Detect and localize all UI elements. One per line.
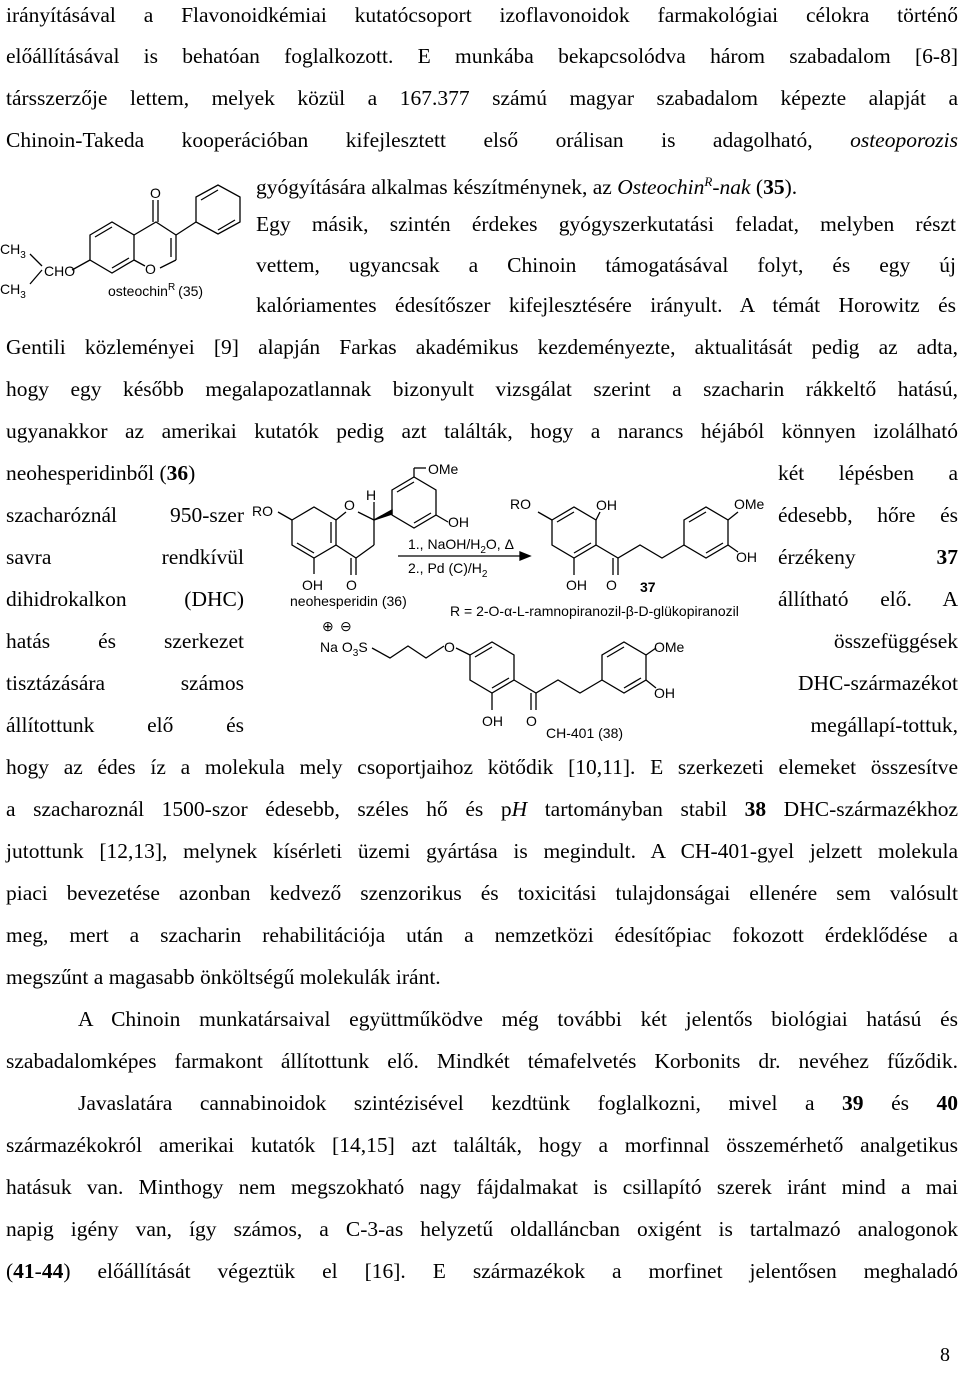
wedge-bond bbox=[374, 510, 392, 520]
atom-label: OMe bbox=[428, 461, 459, 477]
aromatic-ring bbox=[470, 642, 514, 693]
chain-bond bbox=[514, 680, 602, 693]
double-bond bbox=[201, 190, 218, 200]
text-span: ( bbox=[6, 1259, 14, 1283]
superscript: R bbox=[704, 174, 713, 189]
bond bbox=[456, 648, 470, 655]
compound-number: 39 bbox=[842, 1091, 864, 1115]
atom-label: OH bbox=[302, 577, 323, 593]
atom-label: CHO bbox=[44, 263, 76, 279]
text-line: szacharóznál 950-szer bbox=[6, 503, 244, 527]
text-span: ) előállítását végeztük el [16]. E származékok a morfinet jelentősen meghaladó bbox=[63, 1259, 958, 1283]
compound-label: neohesperidin (36) bbox=[290, 593, 407, 609]
neohesperidin-structure bbox=[252, 461, 469, 609]
italic-term: H bbox=[511, 797, 528, 821]
text-span: neohesperidinből ( bbox=[6, 461, 167, 485]
atom-label: O bbox=[145, 261, 156, 277]
text-line: Gentili közleményei [9] alapján Farkas akadémikus kezdeményezte, aktualitását pedig az adta, bbox=[6, 335, 958, 359]
text-line: állítható elő. A bbox=[778, 587, 958, 611]
ring-bond bbox=[358, 512, 374, 520]
charge-sign: ⊖ bbox=[340, 618, 352, 634]
text-line: két lépésben a bbox=[778, 461, 958, 485]
charge-sign: ⊕ bbox=[322, 618, 334, 634]
atom-label: RO bbox=[510, 496, 531, 512]
italic-term: Osteochin bbox=[617, 175, 705, 200]
text-span: a szacharoznál 1500-szor édesebb, széles hő és p bbox=[6, 797, 512, 821]
atom-label: OH bbox=[736, 549, 757, 565]
text-line: DHC-származékot bbox=[798, 671, 958, 695]
text-line: kalóriamentes édesítőszer kifejlesztésére irányult. A témát Horowitz és bbox=[256, 293, 956, 317]
chain-bond bbox=[596, 545, 684, 558]
text-line: jutottunk [12,13], melynek kísérleti üzemi gyártása is megindult. A CH-401-gyel jelzett molekula bbox=[6, 839, 958, 863]
compound-label: CH-401 (38) bbox=[546, 725, 624, 741]
aromatic-ring bbox=[552, 507, 596, 558]
atom-label: OH bbox=[566, 577, 587, 593]
text-line: édesebb, hőre és bbox=[778, 503, 958, 527]
phenyl-bond bbox=[176, 222, 196, 235]
text-line: napig igény van, így számos, a C-3-as helyzetű oldalláncban oxigént is tartalmazó analogonok bbox=[6, 1217, 958, 1241]
ring-bond bbox=[160, 260, 176, 268]
text-line: meg, mert a szacharin rehabilitációja után a nemzetközi édesítőpiac fokozott érdeklődése a bbox=[6, 923, 958, 947]
text-span: gyógyítására alkalmas készítménynek, az bbox=[256, 175, 612, 200]
text-line: szabadalomképes farmakont állítottunk elő. Mindkét témafelvetés Korbonits dr. nevéhez fűződik. bbox=[6, 1049, 958, 1073]
text-line: összefüggések bbox=[833, 629, 958, 653]
italic-term: -nak bbox=[712, 175, 751, 200]
text-line: előállításával is behatóan foglalkozott. E munkába bekapcsolódva három szabadalom [6-8] bbox=[6, 44, 958, 68]
r-definition: R = 2-O-α-L-ramnopiranozil-β-D-glükopiranozil bbox=[450, 603, 739, 619]
text-line: származékokról amerikai kutatók [14,15] azt találták, hogy a morfinnal összemérhető analgetikus bbox=[6, 1133, 958, 1157]
text-span: Chinoin-Takeda kooperációban kifejlesztett első orálisan is adagolható, bbox=[6, 128, 813, 152]
text-span: érzékeny bbox=[778, 545, 856, 569]
chain-bond bbox=[372, 646, 444, 658]
benzene-ring-a bbox=[90, 222, 134, 273]
compound-number: 40 bbox=[936, 1091, 959, 1115]
text-line: hogy egy később megalapozatlannak bizonyult vizsgálat szerint a szacharin rákkeltő hatású, bbox=[6, 377, 958, 401]
aromatic-ring bbox=[684, 507, 728, 558]
bond bbox=[436, 515, 448, 522]
text-span: ) bbox=[188, 461, 196, 485]
atom-label: O bbox=[344, 497, 355, 513]
atom-label: OH bbox=[596, 497, 617, 513]
text-span: - bbox=[34, 1259, 42, 1283]
text-span: és bbox=[891, 1091, 909, 1115]
atom-label: OMe bbox=[734, 496, 765, 512]
atom-label: O bbox=[526, 713, 537, 729]
text-line: savra rendkívül bbox=[6, 545, 244, 569]
reaction-condition: 1., NaOH/$H_2O$, Δ bbox=[408, 536, 514, 556]
atom-label: O bbox=[346, 577, 357, 593]
compound-number: 36 bbox=[166, 461, 189, 485]
ring-bond bbox=[134, 222, 176, 235]
atom-label: H bbox=[366, 487, 377, 503]
text-line: hogy az édes íz a molekula mely csoportjaihoz kötődik [10,11]. E szerkezeti elemeket összesítve bbox=[6, 755, 958, 779]
ring-bond bbox=[134, 260, 145, 266]
double-bond bbox=[397, 482, 414, 492]
bond bbox=[278, 512, 292, 520]
bond bbox=[538, 512, 552, 520]
atom-label: OH bbox=[448, 514, 469, 530]
bond bbox=[728, 512, 738, 520]
text-line: tisztázására számos bbox=[6, 671, 244, 695]
phenyl-ring bbox=[196, 185, 240, 234]
text-line: dihidrokalkon (DHC) bbox=[6, 587, 244, 611]
double-bond bbox=[689, 512, 706, 522]
reaction-condition: 2., Pd $(C)/H_2$ bbox=[408, 560, 488, 580]
double-bond bbox=[607, 647, 624, 657]
atom-label: OMe bbox=[654, 639, 685, 655]
osteochin-structure bbox=[0, 185, 240, 301]
atom-label: Na $O_3S$ bbox=[320, 639, 368, 659]
atom-label: OH bbox=[482, 713, 503, 729]
double-bond bbox=[574, 543, 591, 553]
page-number: 8 bbox=[940, 1344, 950, 1366]
text-line: megszűnt a magasabb önköltségű molekulák iránt. bbox=[6, 965, 441, 989]
bond bbox=[596, 512, 600, 520]
aromatic-ring bbox=[602, 642, 646, 693]
compound-number: 37 bbox=[640, 579, 656, 595]
text-span: Javaslatára cannabinoidok szintézisével kezdtünk foglalkozni, mivel a bbox=[78, 1091, 815, 1115]
text-line: társszerzője lettem, melyek közül a 167.377 számú magyar szabadalom képezte alapját a bbox=[6, 86, 958, 110]
text-line: A Chinoin munkatársaival együttműködve még további két jelentős biológiai hatású és bbox=[78, 1007, 958, 1031]
double-bond bbox=[414, 513, 431, 523]
atom-label: $CH_3$ bbox=[0, 281, 26, 301]
aromatic-ring bbox=[392, 477, 436, 528]
arrow-head bbox=[520, 552, 530, 560]
compound-number: 38 bbox=[744, 797, 767, 821]
double-bond bbox=[492, 678, 509, 688]
text-span: tartományban stabil bbox=[527, 797, 745, 821]
atom-label: $CH_3$ bbox=[0, 241, 26, 261]
compound-number: 37 bbox=[936, 545, 958, 569]
text-line: piaci bevezetése azonban kedvező szenzorikus és toxicitási tulajdonságai ellenére sem valósult bbox=[6, 881, 958, 905]
text-line: vettem, ugyancsak a Chinoin támogatásával folyt, és egy új bbox=[256, 253, 956, 277]
double-bond bbox=[112, 258, 129, 268]
aromatic-ring bbox=[292, 507, 336, 558]
text-line: ugyanakkor az amerikai kutatók pedig azt találták, hogy a narancs héjából könnyen izolálható bbox=[6, 419, 958, 443]
double-bond bbox=[706, 543, 723, 553]
ring-bond bbox=[336, 512, 346, 520]
double-bond bbox=[475, 647, 492, 657]
isopropyl-bond bbox=[30, 270, 42, 284]
double-bond bbox=[218, 220, 235, 230]
atom-label: RO bbox=[252, 503, 273, 519]
text-span: ( bbox=[755, 175, 764, 200]
dhc-37-structure bbox=[450, 496, 765, 619]
italic-term: osteoporozis bbox=[850, 128, 959, 152]
text-line: megállapí-tottuk, bbox=[810, 713, 958, 737]
isopropyl-bond bbox=[30, 254, 42, 266]
double-bond bbox=[297, 543, 314, 553]
atom-label: O bbox=[444, 639, 455, 655]
text-line: irányításával a Flavonoidkémiai kutatócsoport izoflavonoidok farmakológiai célokra történő bbox=[6, 3, 958, 27]
ch401-structure bbox=[320, 618, 685, 741]
compound-number: 41 bbox=[13, 1259, 35, 1283]
text-span: ). bbox=[784, 175, 798, 200]
text-line: hatásuk van. Minthogy nem megszokható nagy fájdalmakat is csillapító szerek iránt mind a mai bbox=[6, 1175, 958, 1199]
double-bond bbox=[95, 227, 112, 237]
text-line: Egy másik, szintén érdekes gyógyszerkutatási feladat, melyben részt bbox=[256, 212, 956, 236]
double-bond bbox=[557, 512, 574, 522]
text-line: hatás és szerkezet bbox=[6, 629, 244, 653]
atom-label: O bbox=[150, 185, 161, 201]
compound-number: 44 bbox=[41, 1259, 64, 1283]
atom-label: O bbox=[606, 577, 617, 593]
atom-label: OH bbox=[654, 685, 675, 701]
compound-label: osteochin$^R$ (35) bbox=[108, 282, 204, 299]
reaction-arrow bbox=[398, 536, 530, 580]
text-span: DHC-származékhoz bbox=[766, 797, 958, 821]
ring-bond bbox=[336, 545, 374, 558]
double-bond bbox=[624, 678, 641, 688]
text-line: állítottunk elő és bbox=[6, 713, 244, 737]
compound-number: 35 bbox=[763, 175, 785, 200]
